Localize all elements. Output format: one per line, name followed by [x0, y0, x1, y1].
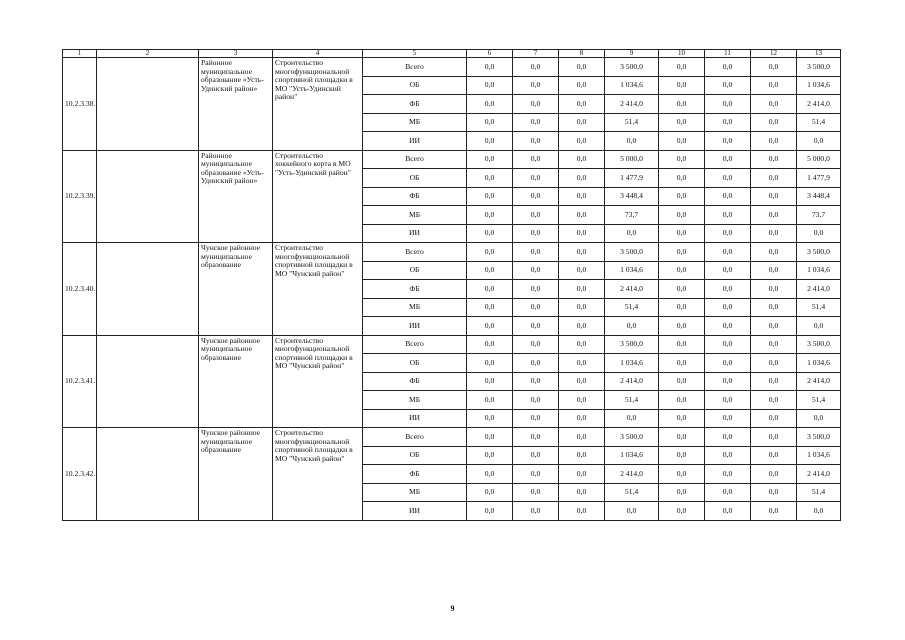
value-cell: 0,0 [751, 483, 797, 502]
value-cell: 0,0 [751, 502, 797, 521]
item-project: Строительство многофункциональной спортивной площадки в МО "Чунский район" [273, 335, 363, 428]
value-cell: 0,0 [605, 224, 659, 243]
value-cell: 1 034,6 [605, 446, 659, 465]
value-cell: 3 500,0 [605, 335, 659, 354]
value-cell: 0,0 [467, 169, 513, 188]
value-cell: 0,0 [751, 132, 797, 151]
value-cell: 0,0 [751, 317, 797, 336]
value-cell: 0,0 [751, 465, 797, 484]
funding-source: ФБ [363, 372, 467, 391]
value-cell: 1 477,9 [605, 169, 659, 188]
value-cell: 0,0 [467, 409, 513, 428]
value-cell: 1 034,6 [605, 354, 659, 373]
value-cell: 0,0 [751, 243, 797, 262]
value-cell: 0,0 [659, 169, 705, 188]
value-cell: 0,0 [659, 465, 705, 484]
table-row [63, 243, 841, 262]
value-cell: 2 414,0 [605, 280, 659, 299]
value-cell: 0,0 [659, 150, 705, 169]
value-cell: 0,0 [467, 95, 513, 114]
value-cell: 0,0 [559, 428, 605, 447]
funding-source: МБ [363, 298, 467, 317]
value-cell: 3 500,0 [605, 58, 659, 77]
value-cell: 0,0 [705, 372, 751, 391]
column-header-8: 8 [559, 50, 605, 58]
value-cell: 0,0 [705, 206, 751, 225]
value-cell: 51,4 [797, 113, 841, 132]
value-cell: 0,0 [467, 58, 513, 77]
value-cell: 0,0 [467, 391, 513, 410]
table-row [63, 428, 841, 447]
value-cell: 0,0 [513, 132, 559, 151]
value-cell: 0,0 [513, 465, 559, 484]
value-cell: 0,0 [797, 409, 841, 428]
value-cell: 0,0 [467, 483, 513, 502]
value-cell: 0,0 [559, 187, 605, 206]
column-header-1: 1 [63, 50, 97, 58]
funding-source: ИИ [363, 132, 467, 151]
value-cell: 0,0 [659, 113, 705, 132]
value-cell: 2 414,0 [797, 95, 841, 114]
value-cell: 0,0 [659, 58, 705, 77]
value-cell: 0,0 [705, 428, 751, 447]
value-cell: 0,0 [659, 224, 705, 243]
value-cell: 0,0 [659, 483, 705, 502]
value-cell: 0,0 [559, 317, 605, 336]
value-cell: 0,0 [559, 372, 605, 391]
funding-source: Всего [363, 243, 467, 262]
value-cell: 1 034,6 [797, 76, 841, 95]
value-cell: 0,0 [559, 483, 605, 502]
item-municipality: Чунское районное муниципальное образование [199, 335, 273, 428]
item-code: 10.2.3.38. [63, 58, 97, 151]
value-cell: 0,0 [559, 465, 605, 484]
value-cell: 0,0 [751, 187, 797, 206]
value-cell: 0,0 [559, 298, 605, 317]
value-cell: 0,0 [705, 335, 751, 354]
value-cell: 0,0 [751, 150, 797, 169]
item-code: 10.2.3.41. [63, 335, 97, 428]
value-cell: 0,0 [559, 502, 605, 521]
value-cell: 0,0 [513, 243, 559, 262]
value-cell: 0,0 [659, 243, 705, 262]
value-cell: 0,0 [605, 409, 659, 428]
value-cell: 0,0 [705, 280, 751, 299]
value-cell: 0,0 [559, 169, 605, 188]
value-cell: 0,0 [705, 95, 751, 114]
value-cell: 3 500,0 [605, 428, 659, 447]
value-cell: 0,0 [559, 206, 605, 225]
value-cell: 0,0 [659, 95, 705, 114]
value-cell: 0,0 [559, 58, 605, 77]
value-cell: 0,0 [467, 261, 513, 280]
value-cell: 0,0 [559, 335, 605, 354]
value-cell: 0,0 [467, 243, 513, 262]
funding-source: МБ [363, 391, 467, 410]
value-cell: 0,0 [513, 169, 559, 188]
item-project: Строительство хоккейного корта в МО "Усть-Удинский район" [273, 150, 363, 243]
value-cell: 0,0 [467, 465, 513, 484]
value-cell: 0,0 [513, 502, 559, 521]
column-header-4: 4 [273, 50, 363, 58]
funding-source: ИИ [363, 409, 467, 428]
program-table [62, 49, 841, 521]
value-cell: 3 448,4 [797, 187, 841, 206]
value-cell: 0,0 [467, 428, 513, 447]
funding-source: ОБ [363, 446, 467, 465]
value-cell: 0,0 [659, 335, 705, 354]
value-cell: 0,0 [751, 95, 797, 114]
item-municipality: Чунское районное муниципальное образование [199, 243, 273, 336]
value-cell: 0,0 [751, 354, 797, 373]
value-cell: 1 034,6 [797, 354, 841, 373]
value-cell: 0,0 [751, 446, 797, 465]
value-cell: 2 414,0 [797, 372, 841, 391]
value-cell: 0,0 [467, 150, 513, 169]
value-cell: 0,0 [467, 224, 513, 243]
value-cell: 0,0 [467, 446, 513, 465]
value-cell: 0,0 [659, 187, 705, 206]
column-header-13: 13 [797, 50, 841, 58]
value-cell: 51,4 [797, 391, 841, 410]
table-body [63, 58, 841, 521]
funding-source: ОБ [363, 76, 467, 95]
value-cell: 0,0 [797, 132, 841, 151]
value-cell: 0,0 [751, 409, 797, 428]
value-cell: 0,0 [659, 132, 705, 151]
value-cell: 0,0 [513, 335, 559, 354]
value-cell: 3 500,0 [797, 335, 841, 354]
value-cell: 0,0 [659, 317, 705, 336]
value-cell: 0,0 [467, 502, 513, 521]
funding-source: ОБ [363, 261, 467, 280]
value-cell: 0,0 [705, 446, 751, 465]
value-cell: 0,0 [467, 206, 513, 225]
value-cell: 0,0 [605, 502, 659, 521]
value-cell: 0,0 [559, 113, 605, 132]
value-cell: 0,0 [513, 150, 559, 169]
value-cell: 2 414,0 [797, 465, 841, 484]
value-cell: 3 500,0 [605, 243, 659, 262]
value-cell: 3 500,0 [797, 428, 841, 447]
value-cell: 0,0 [659, 298, 705, 317]
value-cell: 5 000,0 [797, 150, 841, 169]
funding-source: ФБ [363, 95, 467, 114]
funding-source: ФБ [363, 187, 467, 206]
value-cell: 0,0 [605, 317, 659, 336]
value-cell: 0,0 [659, 372, 705, 391]
value-cell: 1 034,6 [797, 446, 841, 465]
value-cell: 0,0 [751, 76, 797, 95]
value-cell: 0,0 [559, 224, 605, 243]
value-cell: 0,0 [705, 224, 751, 243]
value-cell: 0,0 [513, 206, 559, 225]
value-cell: 0,0 [605, 132, 659, 151]
value-cell: 0,0 [513, 113, 559, 132]
value-cell: 51,4 [797, 483, 841, 502]
value-cell: 0,0 [659, 354, 705, 373]
value-cell: 0,0 [751, 298, 797, 317]
item-col2 [97, 58, 199, 151]
value-cell: 0,0 [705, 261, 751, 280]
value-cell: 1 034,6 [797, 261, 841, 280]
value-cell: 0,0 [467, 132, 513, 151]
value-cell: 1 034,6 [605, 76, 659, 95]
value-cell: 0,0 [467, 372, 513, 391]
funding-source: Всего [363, 150, 467, 169]
funding-source: ИИ [363, 224, 467, 243]
value-cell: 3 500,0 [797, 243, 841, 262]
value-cell: 0,0 [705, 187, 751, 206]
value-cell: 0,0 [751, 113, 797, 132]
value-cell: 0,0 [797, 224, 841, 243]
value-cell: 51,4 [605, 298, 659, 317]
value-cell: 0,0 [751, 261, 797, 280]
table-row [63, 150, 841, 169]
column-header-10: 10 [659, 50, 705, 58]
value-cell: 0,0 [513, 317, 559, 336]
value-cell: 0,0 [705, 483, 751, 502]
column-header-6: 6 [467, 50, 513, 58]
value-cell: 2 414,0 [605, 465, 659, 484]
table-row [63, 58, 841, 77]
funding-source: Всего [363, 428, 467, 447]
value-cell: 0,0 [705, 113, 751, 132]
item-code: 10.2.3.40. [63, 243, 97, 336]
value-cell: 0,0 [751, 58, 797, 77]
value-cell: 0,0 [559, 132, 605, 151]
value-cell: 0,0 [705, 169, 751, 188]
item-project: Строительство многофункциональной спортивной площадки в МО "Чунский район" [273, 428, 363, 521]
value-cell: 0,0 [513, 261, 559, 280]
value-cell: 51,4 [605, 483, 659, 502]
value-cell: 3 448,4 [605, 187, 659, 206]
funding-source: МБ [363, 206, 467, 225]
value-cell: 0,0 [559, 391, 605, 410]
value-cell: 0,0 [705, 150, 751, 169]
value-cell: 5 000,0 [605, 150, 659, 169]
item-col2 [97, 428, 199, 521]
value-cell: 0,0 [751, 280, 797, 299]
column-header-7: 7 [513, 50, 559, 58]
value-cell: 0,0 [751, 428, 797, 447]
item-code: 10.2.3.42. [63, 428, 97, 521]
value-cell: 0,0 [659, 391, 705, 410]
column-header-12: 12 [751, 50, 797, 58]
value-cell: 0,0 [751, 224, 797, 243]
value-cell: 0,0 [659, 428, 705, 447]
value-cell: 0,0 [513, 224, 559, 243]
funding-source: ИИ [363, 317, 467, 336]
value-cell: 0,0 [467, 298, 513, 317]
value-cell: 0,0 [513, 391, 559, 410]
value-cell: 1 477,9 [797, 169, 841, 188]
value-cell: 0,0 [559, 243, 605, 262]
value-cell: 0,0 [797, 317, 841, 336]
value-cell: 0,0 [751, 206, 797, 225]
value-cell: 0,0 [467, 280, 513, 299]
value-cell: 0,0 [467, 113, 513, 132]
item-municipality: Чунское районное муниципальное образование [199, 428, 273, 521]
value-cell: 51,4 [797, 298, 841, 317]
value-cell: 0,0 [659, 502, 705, 521]
value-cell: 0,0 [559, 150, 605, 169]
value-cell: 0,0 [513, 409, 559, 428]
item-col2 [97, 243, 199, 336]
value-cell: 0,0 [705, 317, 751, 336]
value-cell: 0,0 [659, 206, 705, 225]
item-project: Строительство многофункциональной спортивной площадки в МО "Усть-Удинский район" [273, 58, 363, 151]
value-cell: 0,0 [705, 58, 751, 77]
column-header-2: 2 [97, 50, 199, 58]
value-cell: 2 414,0 [605, 95, 659, 114]
value-cell: 0,0 [751, 335, 797, 354]
funding-source: ОБ [363, 169, 467, 188]
item-municipality: Районное муниципальное образование «Усть-Удинский район» [199, 58, 273, 151]
value-cell: 0,0 [705, 132, 751, 151]
value-cell: 0,0 [797, 502, 841, 521]
value-cell: 0,0 [513, 76, 559, 95]
value-cell: 0,0 [513, 483, 559, 502]
funding-source: ФБ [363, 280, 467, 299]
value-cell: 0,0 [751, 391, 797, 410]
value-cell: 0,0 [513, 58, 559, 77]
table-row [63, 335, 841, 354]
value-cell: 0,0 [513, 280, 559, 299]
item-col2 [97, 335, 199, 428]
value-cell: 0,0 [513, 187, 559, 206]
column-header-11: 11 [705, 50, 751, 58]
funding-source: ОБ [363, 354, 467, 373]
value-cell: 0,0 [559, 354, 605, 373]
value-cell: 0,0 [705, 409, 751, 428]
value-cell: 0,0 [559, 261, 605, 280]
value-cell: 0,0 [705, 354, 751, 373]
column-number-row [63, 50, 841, 58]
value-cell: 0,0 [751, 372, 797, 391]
value-cell: 0,0 [467, 76, 513, 95]
value-cell: 0,0 [705, 502, 751, 521]
value-cell: 0,0 [559, 280, 605, 299]
funding-source: ИИ [363, 502, 467, 521]
funding-source: МБ [363, 483, 467, 502]
value-cell: 51,4 [605, 113, 659, 132]
value-cell: 0,0 [751, 169, 797, 188]
value-cell: 73,7 [797, 206, 841, 225]
value-cell: 2 414,0 [797, 280, 841, 299]
value-cell: 0,0 [513, 446, 559, 465]
value-cell: 0,0 [467, 187, 513, 206]
value-cell: 0,0 [705, 243, 751, 262]
value-cell: 0,0 [559, 409, 605, 428]
column-header-9: 9 [605, 50, 659, 58]
value-cell: 0,0 [513, 372, 559, 391]
value-cell: 0,0 [705, 76, 751, 95]
value-cell: 0,0 [659, 76, 705, 95]
item-project: Строительство многофункциональной спортивной площадки в МО "Чунский район" [273, 243, 363, 336]
value-cell: 0,0 [559, 446, 605, 465]
value-cell: 0,0 [659, 446, 705, 465]
funding-source: ФБ [363, 465, 467, 484]
value-cell: 0,0 [513, 95, 559, 114]
value-cell: 0,0 [467, 317, 513, 336]
funding-source: Всего [363, 58, 467, 77]
value-cell: 73,7 [605, 206, 659, 225]
value-cell: 0,0 [705, 465, 751, 484]
value-cell: 0,0 [659, 409, 705, 428]
item-col2 [97, 150, 199, 243]
value-cell: 3 500,0 [797, 58, 841, 77]
column-header-5: 5 [363, 50, 467, 58]
value-cell: 0,0 [467, 335, 513, 354]
value-cell: 1 034,6 [605, 261, 659, 280]
value-cell: 0,0 [559, 95, 605, 114]
funding-source: МБ [363, 113, 467, 132]
page-number: 9 [450, 604, 455, 613]
value-cell: 0,0 [659, 261, 705, 280]
value-cell: 51,4 [605, 391, 659, 410]
value-cell: 0,0 [513, 428, 559, 447]
value-cell: 0,0 [513, 298, 559, 317]
value-cell: 0,0 [705, 391, 751, 410]
column-header-3: 3 [199, 50, 273, 58]
value-cell: 0,0 [559, 76, 605, 95]
item-code: 10.2.3.39. [63, 150, 97, 243]
item-municipality: Районное муниципальное образование «Усть-Удинский район» [199, 150, 273, 243]
value-cell: 0,0 [659, 280, 705, 299]
funding-source: Всего [363, 335, 467, 354]
value-cell: 0,0 [513, 354, 559, 373]
value-cell: 2 414,0 [605, 372, 659, 391]
value-cell: 0,0 [467, 354, 513, 373]
value-cell: 0,0 [705, 298, 751, 317]
